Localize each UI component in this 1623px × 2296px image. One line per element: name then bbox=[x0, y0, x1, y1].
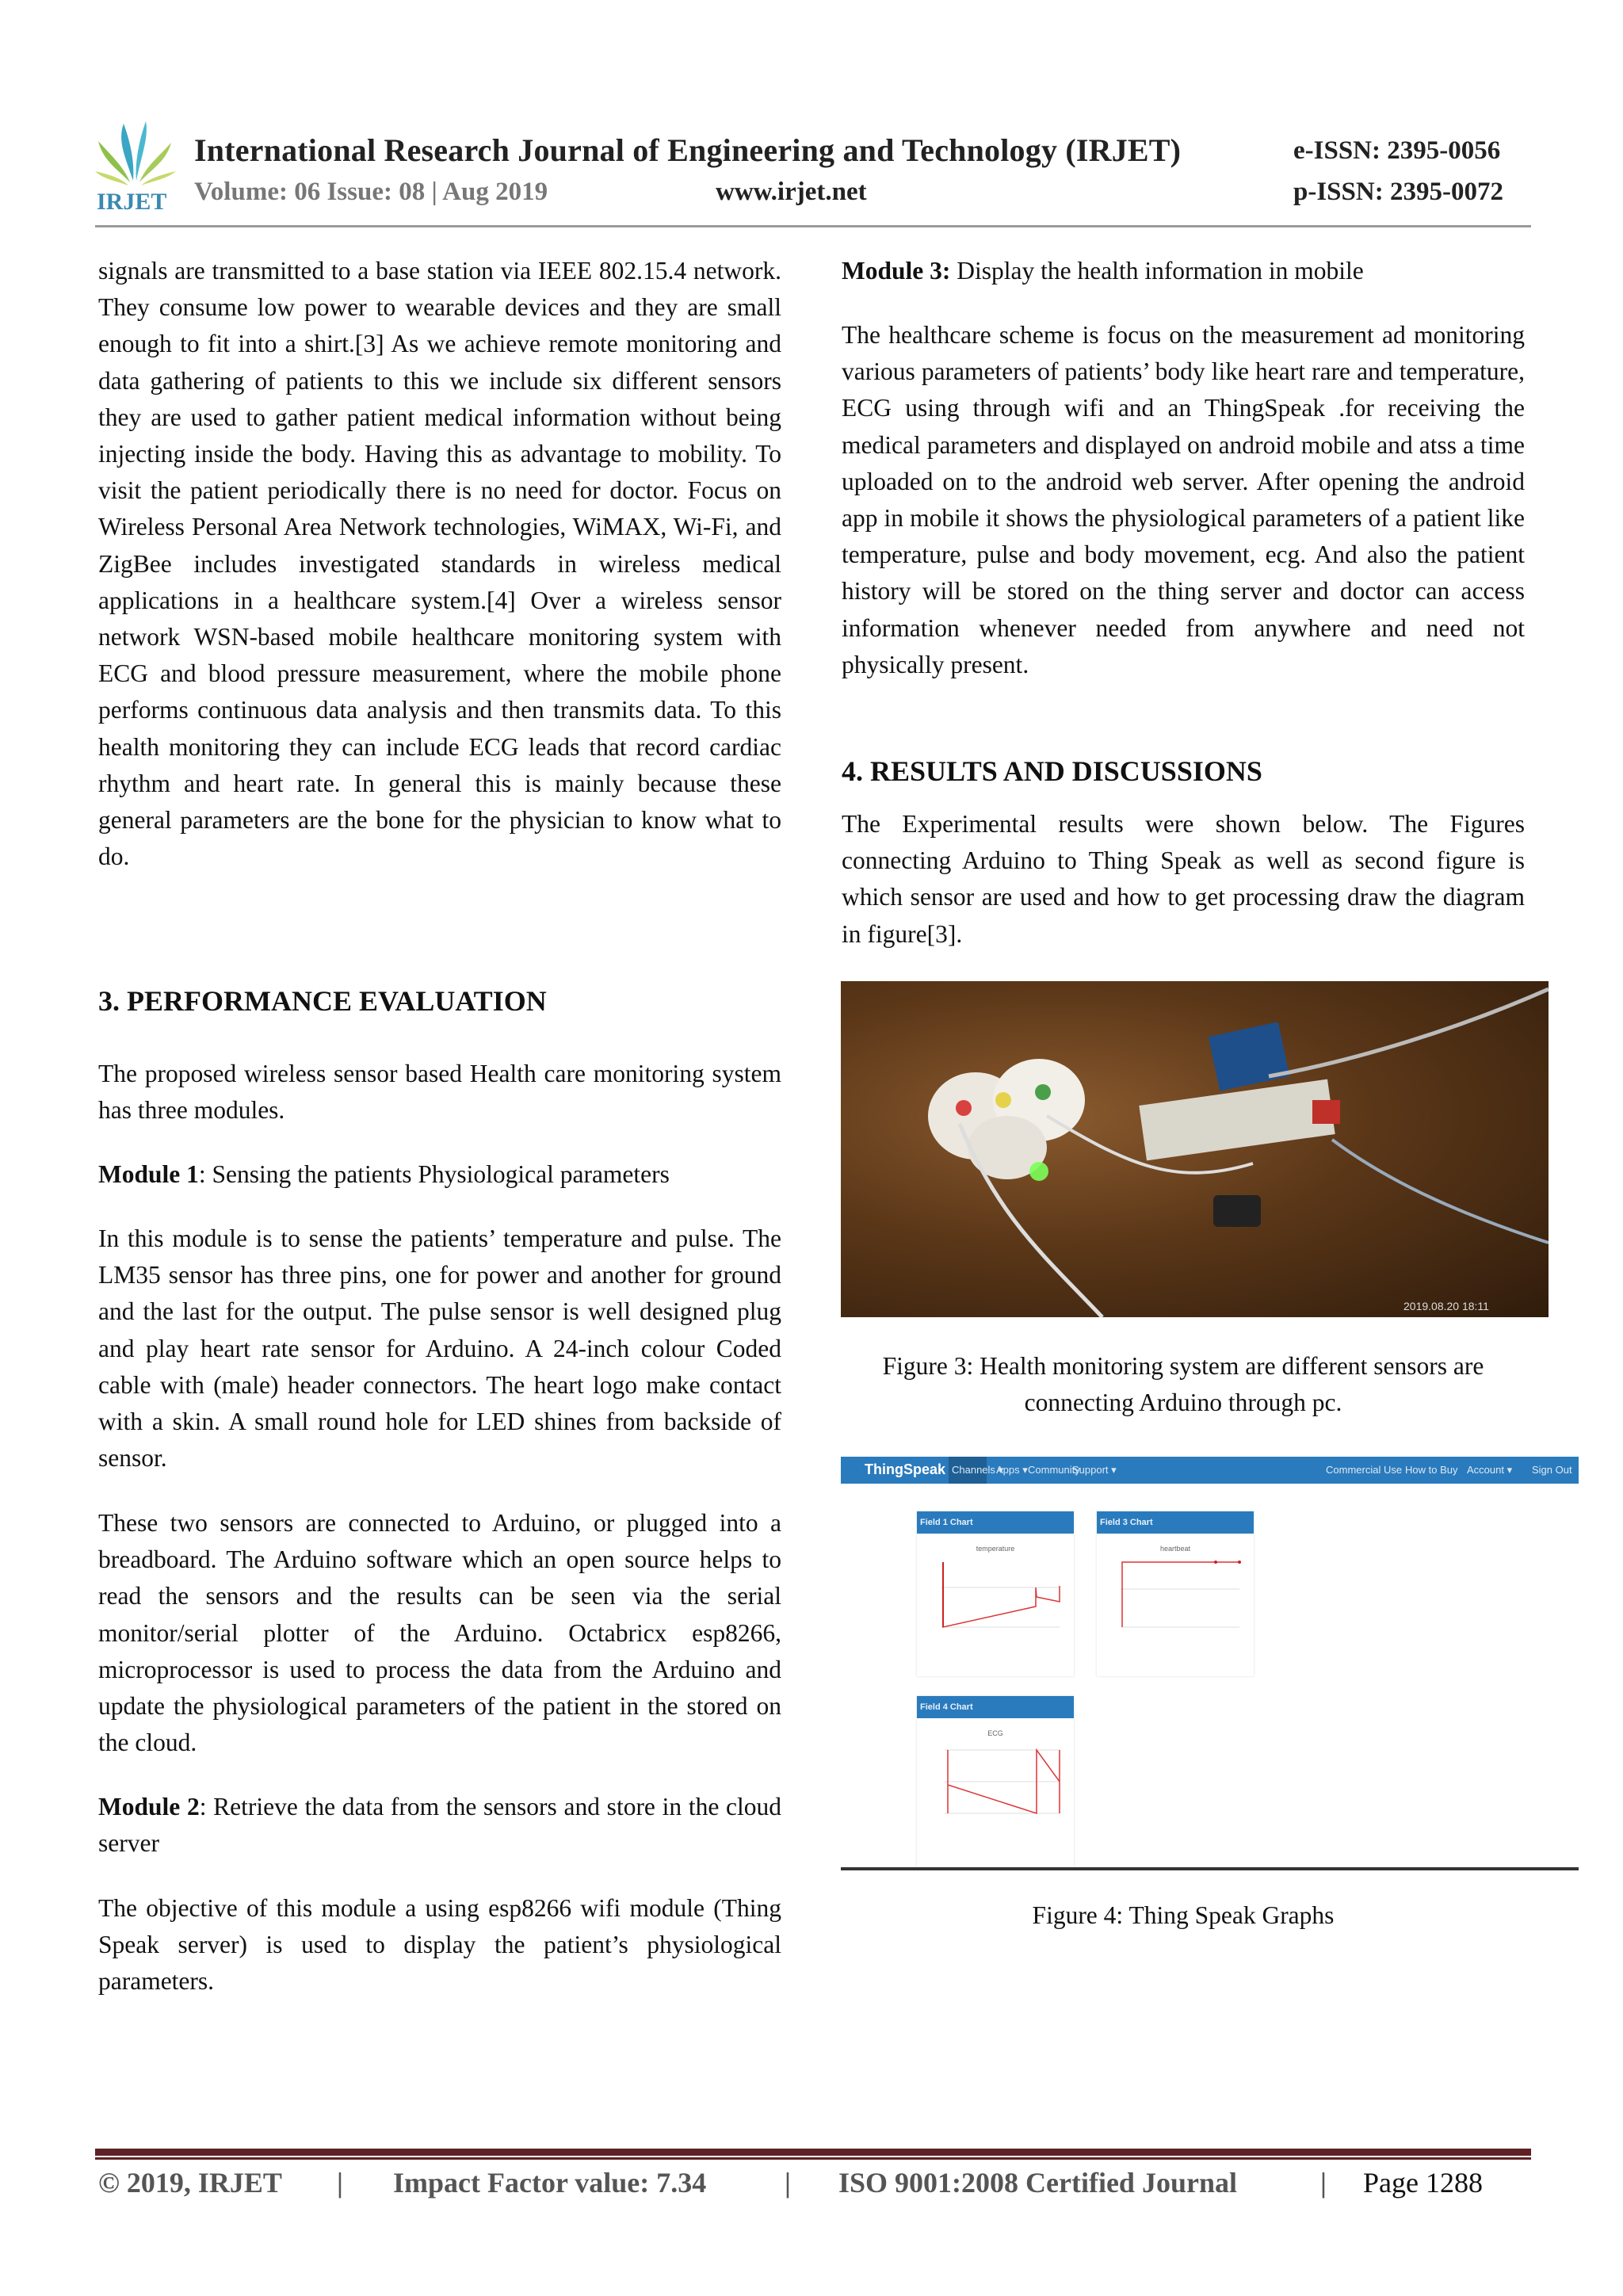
footer-iso: ISO 9001:2008 Certified Journal bbox=[838, 2167, 1237, 2199]
nav-community: Community bbox=[1028, 1464, 1080, 1476]
svg-text:ECG: ECG bbox=[987, 1729, 1003, 1737]
card-title: Field 4 Chart bbox=[917, 1696, 1074, 1718]
nav-how-to-buy: How to Buy bbox=[1405, 1464, 1458, 1476]
volume-issue: Volume: 06 Issue: 08 | Aug 2019 bbox=[194, 178, 548, 206]
e-issn: e-ISSN: 2395-0056 bbox=[1293, 136, 1501, 165]
journal-title: International Research Journal of Engineering and Technology (IRJET) bbox=[194, 132, 1182, 168]
module-3-line bbox=[842, 253, 1525, 289]
footer-separator: | bbox=[785, 2167, 791, 2199]
chart-card-field-4 bbox=[917, 1696, 1074, 1867]
website-link[interactable]: www.irjet.net bbox=[716, 178, 867, 206]
figure-4-thingspeak-screenshot bbox=[841, 1450, 1579, 1870]
nav-apps: Apps ▾ bbox=[996, 1464, 1028, 1476]
card-title: Field 1 Chart bbox=[917, 1511, 1074, 1534]
module-label: Module 2 bbox=[98, 1793, 200, 1820]
paragraph: signals are transmitted to a base station via IEEE 802.15.4 network. They consume low power to wearable devices and they are small enough to fit into a shirt.[3] As we achieve remote monitoring and data gathering of patients to this we include six different sensors they are used to gather patient medical information without being injecting inside the body. Having this as advantage to mobility. To visit the patient periodically there is no need for doctor. Focus on Wireless Personal Area Network technologies, WiMAX, Wi-Fi, and ZigBee includes investigated standards in wireless medical applications in a healthcare system.[4] Over a wireless sensor network WSN-based mobile healthcare monitoring system with ECG and blood pressure measurement, where the mobile phone performs continuous data analysis and then transmits data. To this health monitoring they can include ECG leads that record cardiac rhythm and heart rate. In general this is mainly because these general parameters are the bone for the physician to know what to do. bbox=[98, 257, 781, 871]
irjet-logo bbox=[94, 117, 178, 212]
paragraph: The Experimental results were shown below. The Figures connecting Arduino to Thing Speak as well as second figure is which sensor are used and how to get processing draw the diagram in figure[3]. bbox=[842, 810, 1525, 948]
paragraph: In this module is to sense the patients’ temperature and pulse. The LM35 sensor has three pins, one for power and another for ground and the last for the output. The pulse sensor is well designed plug and play heart rate sensor for Arduino. A 24-inch colour Coded cable with (male) header connectors. The heart logo make contact with a skin. A small round hole for LED shines from backside of sensor. bbox=[98, 1224, 781, 1473]
footer-impact-factor: Impact Factor value: 7.34 bbox=[393, 2167, 707, 2199]
figure-3-photo bbox=[841, 981, 1549, 1317]
module-text: : Sensing the patients Physiological parameters bbox=[198, 1160, 670, 1188]
thingspeak-navbar bbox=[841, 1457, 1579, 1484]
figure-4-caption: Figure 4: Thing Speak Graphs bbox=[1032, 1901, 1335, 1929]
module-label: Module 3: bbox=[842, 257, 951, 285]
figure-3-caption: Figure 3: Health monitoring system are different sensors are connecting Arduino through pc. bbox=[882, 1352, 1484, 1417]
section-heading-3: 3. PERFORMANCE EVALUATION bbox=[98, 985, 547, 1017]
nav-commercial: Commercial Use bbox=[1326, 1464, 1403, 1476]
svg-text:2019.08.20 18:11: 2019.08.20 18:11 bbox=[1403, 1300, 1489, 1312]
svg-text:temperature: temperature bbox=[976, 1545, 1015, 1553]
footer-page-number: Page 1288 bbox=[1363, 2167, 1483, 2199]
paragraph: These two sensors are connected to Arduino, or plugged into a breadboard. The Arduino software which an open source helps to read the sensors and the results can be seen via the serial monitor/serial plotter of the Arduino. Octabricx esp8266, microprocessor is used to process the data from the Arduino and update the physiological parameters of the patient in the stored on the cloud. bbox=[98, 1509, 781, 1757]
paragraph: The objective of this module a using esp8266 wifi module (Thing Speak server) is used to display the patient’s physiological parameters. bbox=[98, 1894, 781, 1996]
footer-divider bbox=[95, 2149, 1531, 2156]
module-2-line bbox=[98, 1789, 781, 1862]
module-text: : Retrieve the data from the sensors and store in the cloud server bbox=[98, 1793, 781, 1858]
header-divider bbox=[95, 225, 1531, 227]
nav-channels: Channels ▾ bbox=[952, 1464, 1004, 1476]
left-column bbox=[98, 253, 781, 875]
nav-sign-out: Sign Out bbox=[1532, 1464, 1572, 1476]
module-label: Module 1 bbox=[98, 1160, 199, 1188]
heartbeat-chart bbox=[1097, 1534, 1254, 1676]
card-title: Field 3 Chart bbox=[1097, 1511, 1254, 1534]
svg-text:heartbeat: heartbeat bbox=[1159, 1545, 1191, 1553]
chart-card-field-3 bbox=[1097, 1511, 1254, 1676]
module-1-line bbox=[98, 1156, 781, 1193]
ecg-chart bbox=[917, 1718, 1074, 1869]
chart-card-field-1 bbox=[917, 1511, 1074, 1676]
footer-separator: | bbox=[1320, 2167, 1327, 2199]
paragraph: The proposed wireless sensor based Health care monitoring system has three modules. bbox=[98, 1060, 781, 1125]
paragraph: The healthcare scheme is focus on the measurement ad monitoring various parameters of patients’ body like heart rare and temperature, ECG using through wifi and an ThingSpeak .for receiving the medical parameters and displayed on android mobile and atss a time uploaded on to the android web server. After opening the android app in mobile it shows the physiological parameters of a patient like temperature, pulse and body movement, ecg. And also the patient history will be stored on the thing server and doctor can access information whenever needed from anywhere and need not physically present. bbox=[842, 321, 1525, 678]
footer-divider-thin bbox=[95, 2157, 1531, 2160]
p-issn: p-ISSN: 2395-0072 bbox=[1293, 178, 1503, 206]
section-heading-4: 4. RESULTS AND DISCUSSIONS bbox=[842, 755, 1262, 787]
nav-support: Support ▾ bbox=[1072, 1464, 1117, 1476]
module-text: Display the health information in mobile bbox=[950, 257, 1364, 285]
nav-account: Account ▾ bbox=[1467, 1464, 1513, 1476]
svg-text:IRJET: IRJET bbox=[97, 189, 167, 212]
footer-copyright: © 2019, IRJET bbox=[98, 2167, 282, 2199]
footer-separator: | bbox=[337, 2167, 343, 2199]
thingspeak-brand: ThingSpeak bbox=[865, 1461, 946, 1477]
temperature-chart bbox=[917, 1534, 1074, 1676]
